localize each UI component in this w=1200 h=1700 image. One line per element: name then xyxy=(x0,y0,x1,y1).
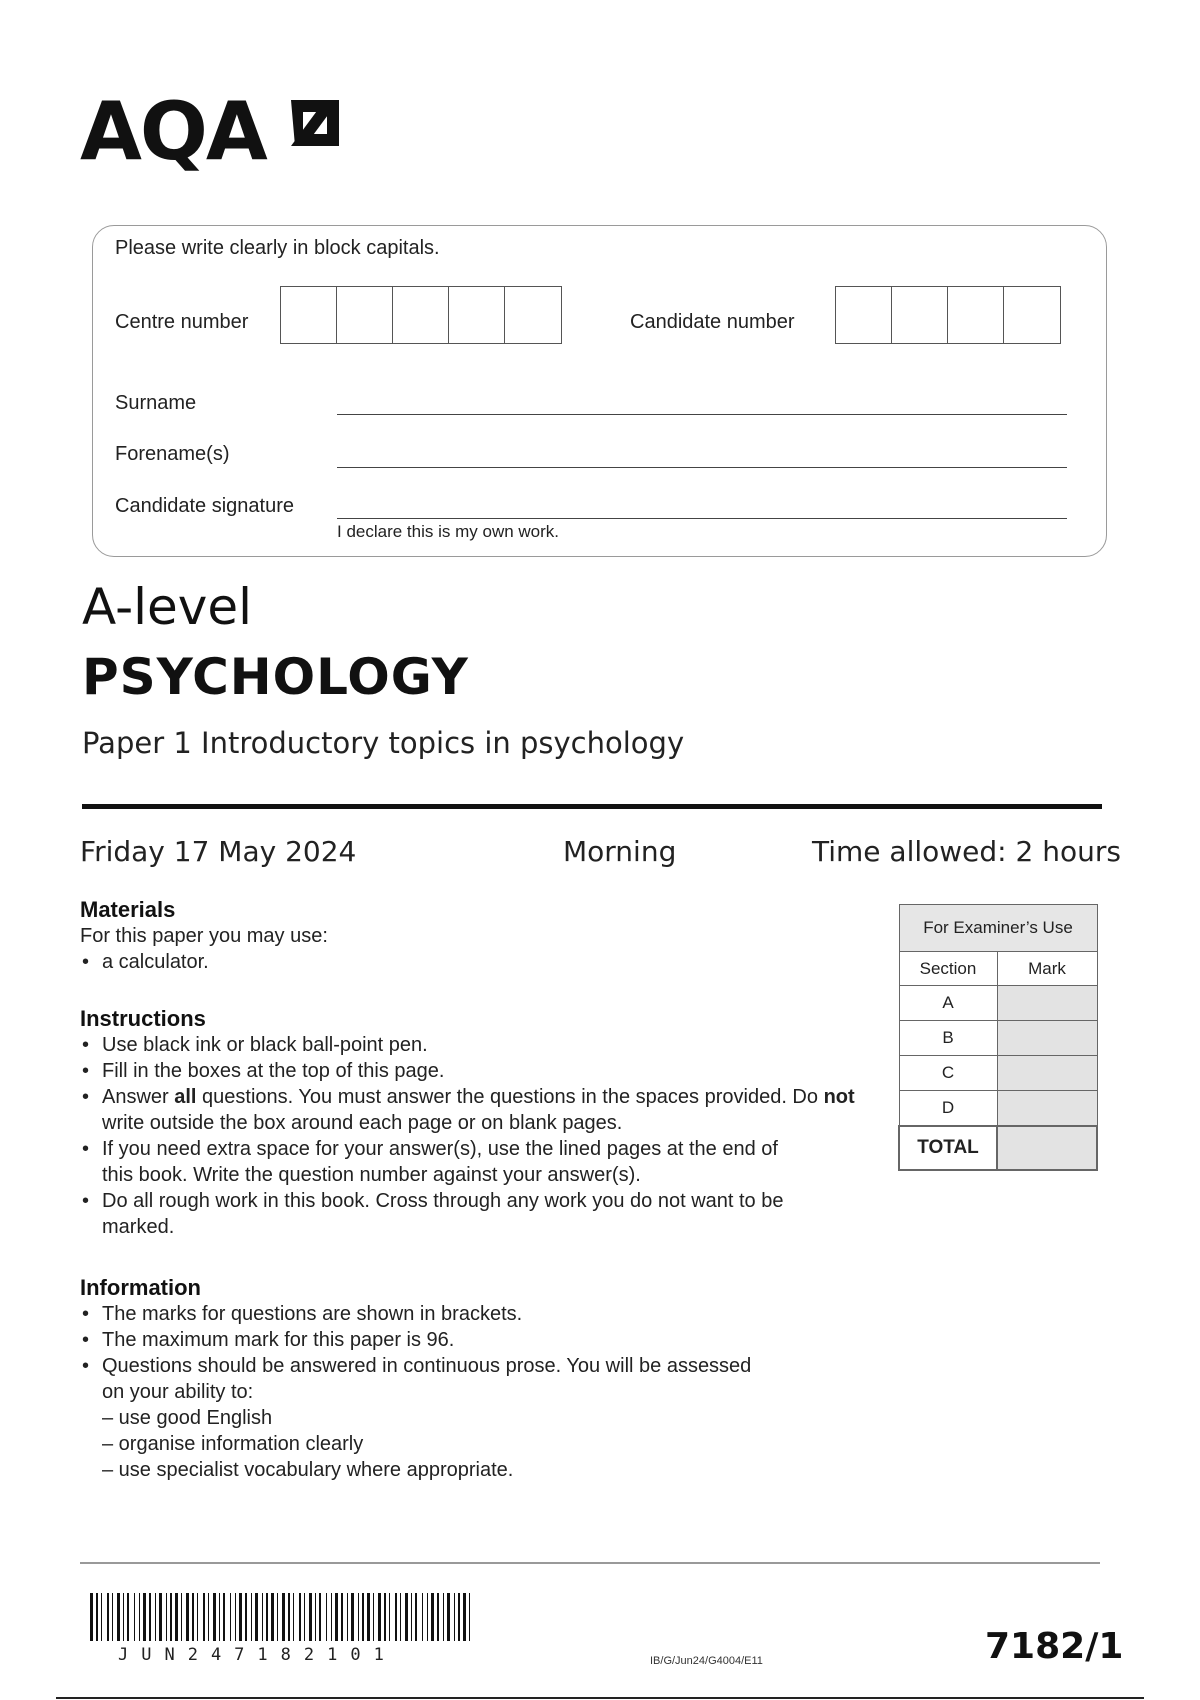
candidate-number-digit[interactable] xyxy=(1004,287,1060,343)
centre-number-digit[interactable] xyxy=(505,287,561,343)
information-section xyxy=(80,1275,880,1483)
aqa-logo xyxy=(80,85,266,178)
candidate-number-digit[interactable] xyxy=(948,287,1004,343)
centre-number-digit[interactable] xyxy=(393,287,449,343)
instruction-item-answer-all: • Answer all questions. You must answer the questions in the spaces provided. Do not write outside the box around each page or on blank pages. xyxy=(80,1084,880,1136)
qualification-level: A-level xyxy=(82,578,253,636)
page-bottom-rule xyxy=(56,1697,1144,1699)
information-item: • Questions should be answered in continuous prose. You will be assessed on your ability to: xyxy=(80,1353,762,1405)
mark-cell[interactable] xyxy=(997,1021,1097,1056)
total-label: TOTAL xyxy=(899,1126,997,1170)
candidate-number-digit[interactable] xyxy=(836,287,892,343)
candidate-number-boxes[interactable] xyxy=(835,286,1061,344)
divider-thick xyxy=(82,804,1102,809)
block-capitals-instruction: Please write clearly in block capitals. xyxy=(115,237,440,259)
forenames-field[interactable] xyxy=(337,467,1067,468)
signature-field[interactable] xyxy=(337,518,1067,519)
forenames-label: Forename(s) xyxy=(115,443,230,465)
surname-label: Surname xyxy=(115,392,197,414)
instruction-item: • If you need extra space for your answer(s), use the lined pages at the end of this book. Write the question number against your answer(s). xyxy=(80,1136,802,1188)
mark-cell[interactable] xyxy=(997,1091,1097,1127)
centre-number-digit[interactable] xyxy=(281,287,337,343)
time-allowed: Time allowed: 2 hours xyxy=(812,835,1121,868)
examiner-use-table xyxy=(898,904,1098,1171)
aqa-logo-mark-icon xyxy=(285,92,345,152)
instruction-item: • Do all rough work in this book. Cross through any work you do not want to be marked. xyxy=(80,1188,832,1240)
instructions-title: Instructions xyxy=(80,1006,206,1031)
information-sub-item: – organise information clearly xyxy=(102,1433,364,1455)
logo-text: AQA xyxy=(80,85,266,178)
information-item: • The maximum mark for this paper is 96. xyxy=(80,1327,880,1353)
centre-number-boxes[interactable] xyxy=(280,286,562,344)
information-item: • The marks for questions are shown in brackets. xyxy=(80,1301,880,1327)
centre-number-label: Centre number xyxy=(115,311,249,333)
information-list xyxy=(80,1301,880,1405)
barcode-digits: JUN247182101 xyxy=(118,1645,397,1665)
exam-date: Friday 17 May 2024 xyxy=(80,835,357,868)
instructions-section xyxy=(80,1006,880,1240)
mark-cell[interactable] xyxy=(997,1056,1097,1091)
candidate-number-digit[interactable] xyxy=(892,287,948,343)
materials-intro: For this paper you may use: xyxy=(80,925,328,947)
surname-field[interactable] xyxy=(337,414,1067,415)
section-label: D xyxy=(899,1091,997,1127)
examiner-table-title: For Examiner’s Use xyxy=(899,905,1097,952)
centre-number-digit[interactable] xyxy=(449,287,505,343)
section-label: A xyxy=(899,986,997,1021)
exam-session: Morning xyxy=(563,835,677,868)
information-sub-item: – use specialist vocabulary where appropriate. xyxy=(102,1459,514,1481)
signature-label: Candidate signature xyxy=(115,495,295,517)
paper-title: Paper 1 Introductory topics in psychology xyxy=(82,726,685,760)
footer-divider xyxy=(80,1562,1100,1564)
materials-list xyxy=(80,949,880,975)
mark-column-header: Mark xyxy=(997,952,1097,986)
section-label: C xyxy=(899,1056,997,1091)
section-column-header: Section xyxy=(899,952,997,986)
section-label: B xyxy=(899,1021,997,1056)
centre-number-digit[interactable] xyxy=(337,287,393,343)
declaration-text: I declare this is my own work. xyxy=(337,522,560,541)
instructions-list xyxy=(80,1032,880,1240)
materials-section xyxy=(80,897,880,975)
materials-item: • a calculator. xyxy=(80,949,880,975)
total-mark-cell[interactable] xyxy=(997,1126,1097,1170)
instruction-item: • Fill in the boxes at the top of this page. xyxy=(80,1058,880,1084)
paper-reference: IB/G/Jun24/G4004/E11 xyxy=(650,1655,763,1667)
subject-title: PSYCHOLOGY xyxy=(82,648,469,706)
instruction-item: • Use black ink or black ball-point pen. xyxy=(80,1032,880,1058)
materials-title: Materials xyxy=(80,897,176,922)
paper-code: 7182/1 xyxy=(985,1626,1124,1667)
information-title: Information xyxy=(80,1275,201,1300)
candidate-number-label: Candidate number xyxy=(630,311,795,333)
barcode-icon xyxy=(90,1593,476,1641)
mark-cell[interactable] xyxy=(997,986,1097,1021)
information-sub-item: – use good English xyxy=(102,1407,273,1429)
